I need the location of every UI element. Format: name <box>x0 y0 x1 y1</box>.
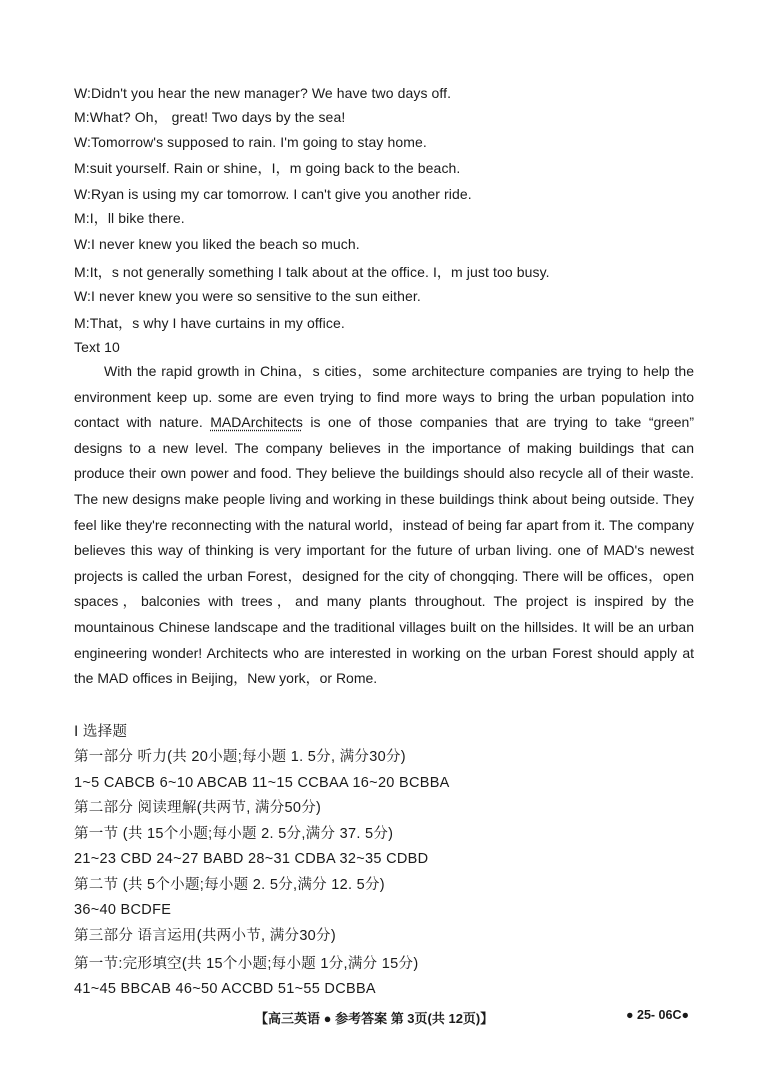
passage-paragraph <box>74 359 694 692</box>
document-code: ● 25- 06C● <box>626 1008 690 1022</box>
part-heading: 第二部分 阅读理解(共两节, 满分50分) <box>74 800 322 816</box>
dialogue-line: W:Tomorrow's supposed to rain. I'm going to stay home. <box>74 134 427 150</box>
company-name: MADArchitects <box>210 414 303 431</box>
passage-part-2: is one of those companies that are trying to take “green” designs to a new level. The company believes in the importance of making buildings that can produce their own power and food. They believe the buildings should also recycle all of their waste. The new designs make people living and working in these buildings think about being outside. They feel like they're reconnecting with the natural world，instead of being far apart from it. The company believes this way of thinking is very important for the future of urban living. one of MAD's newest projects is called the urban Forest，designed for the city of chongqing. There will be offices，open spaces，balconies with trees，and many plants throughout. The project is inspired by the mountainous Chinese landscape and the traditional villages built on the hillsides. It will be an urban engineering wonder! Architects who are interested in working on the urban Forest should apply at the MAD offices in Beijing，New york，or Rome. <box>74 414 694 687</box>
passage-part-1: With the rapid growth in China，s cities，some architecture companies are trying to help the environment keep up. some are even trying to find more ways to bring the urban population into contact with nature. <box>74 363 694 431</box>
dialogue-line: W:I never knew you liked the beach so much. <box>74 236 360 252</box>
dialogue-line: W:Ryan is using my car tomorrow. I can't give you another ride. <box>74 186 472 202</box>
answer-row: 36~40 BCDFE <box>74 902 172 918</box>
part-heading: 第三部分 语言运用(共两小节, 满分30分) <box>74 928 336 944</box>
dialogue-line: W:Didn't you hear the new manager? We have two days off. <box>74 85 452 101</box>
subsection-heading: 第一节:完形填空(共 15个小题;每小题 1分,满分 15分) <box>74 956 419 972</box>
dialogue-line: W:I never knew you were so sensitive to the sun either. <box>74 288 421 304</box>
subsection-heading: 第二节 (共 5个小题;每小题 2. 5分,满分 12. 5分) <box>74 877 385 893</box>
answer-row: 1~5 CABCB 6~10 ABCAB 11~15 CCBAA 16~20 BCBBA <box>74 775 450 791</box>
dialogue-line: M:It，s not generally something I talk about at the office. I，m just too busy. <box>74 264 550 280</box>
subsection-heading: 第一节 (共 15个小题;每小题 2. 5分,满分 37. 5分) <box>74 826 394 842</box>
dialogue-line: M:I，ll bike there. <box>74 210 185 226</box>
answer-row: 41~45 BBCAB 46~50 ACCBD 51~55 DCBBA <box>74 981 376 997</box>
text-heading: Text 10 <box>74 339 120 355</box>
section-heading: Ⅰ 选择题 <box>74 724 128 740</box>
dialogue-line: M:suit yourself. Rain or shine，I，m going back to the beach. <box>74 160 461 176</box>
answer-row: 21~23 CBD 24~27 BABD 28~31 CDBA 32~35 CDBD <box>74 851 429 867</box>
dialogue-line: M:That，s why I have curtains in my office. <box>74 315 345 331</box>
dialogue-line: M:What? Oh， great! Two days by the sea! <box>74 109 346 125</box>
page-footer: 【高三英语 ● 参考答案 第 3页(共 12页)】 <box>255 1011 494 1026</box>
part-heading: 第一部分 听力(共 20小题;每小题 1. 5分, 满分30分) <box>74 749 406 765</box>
